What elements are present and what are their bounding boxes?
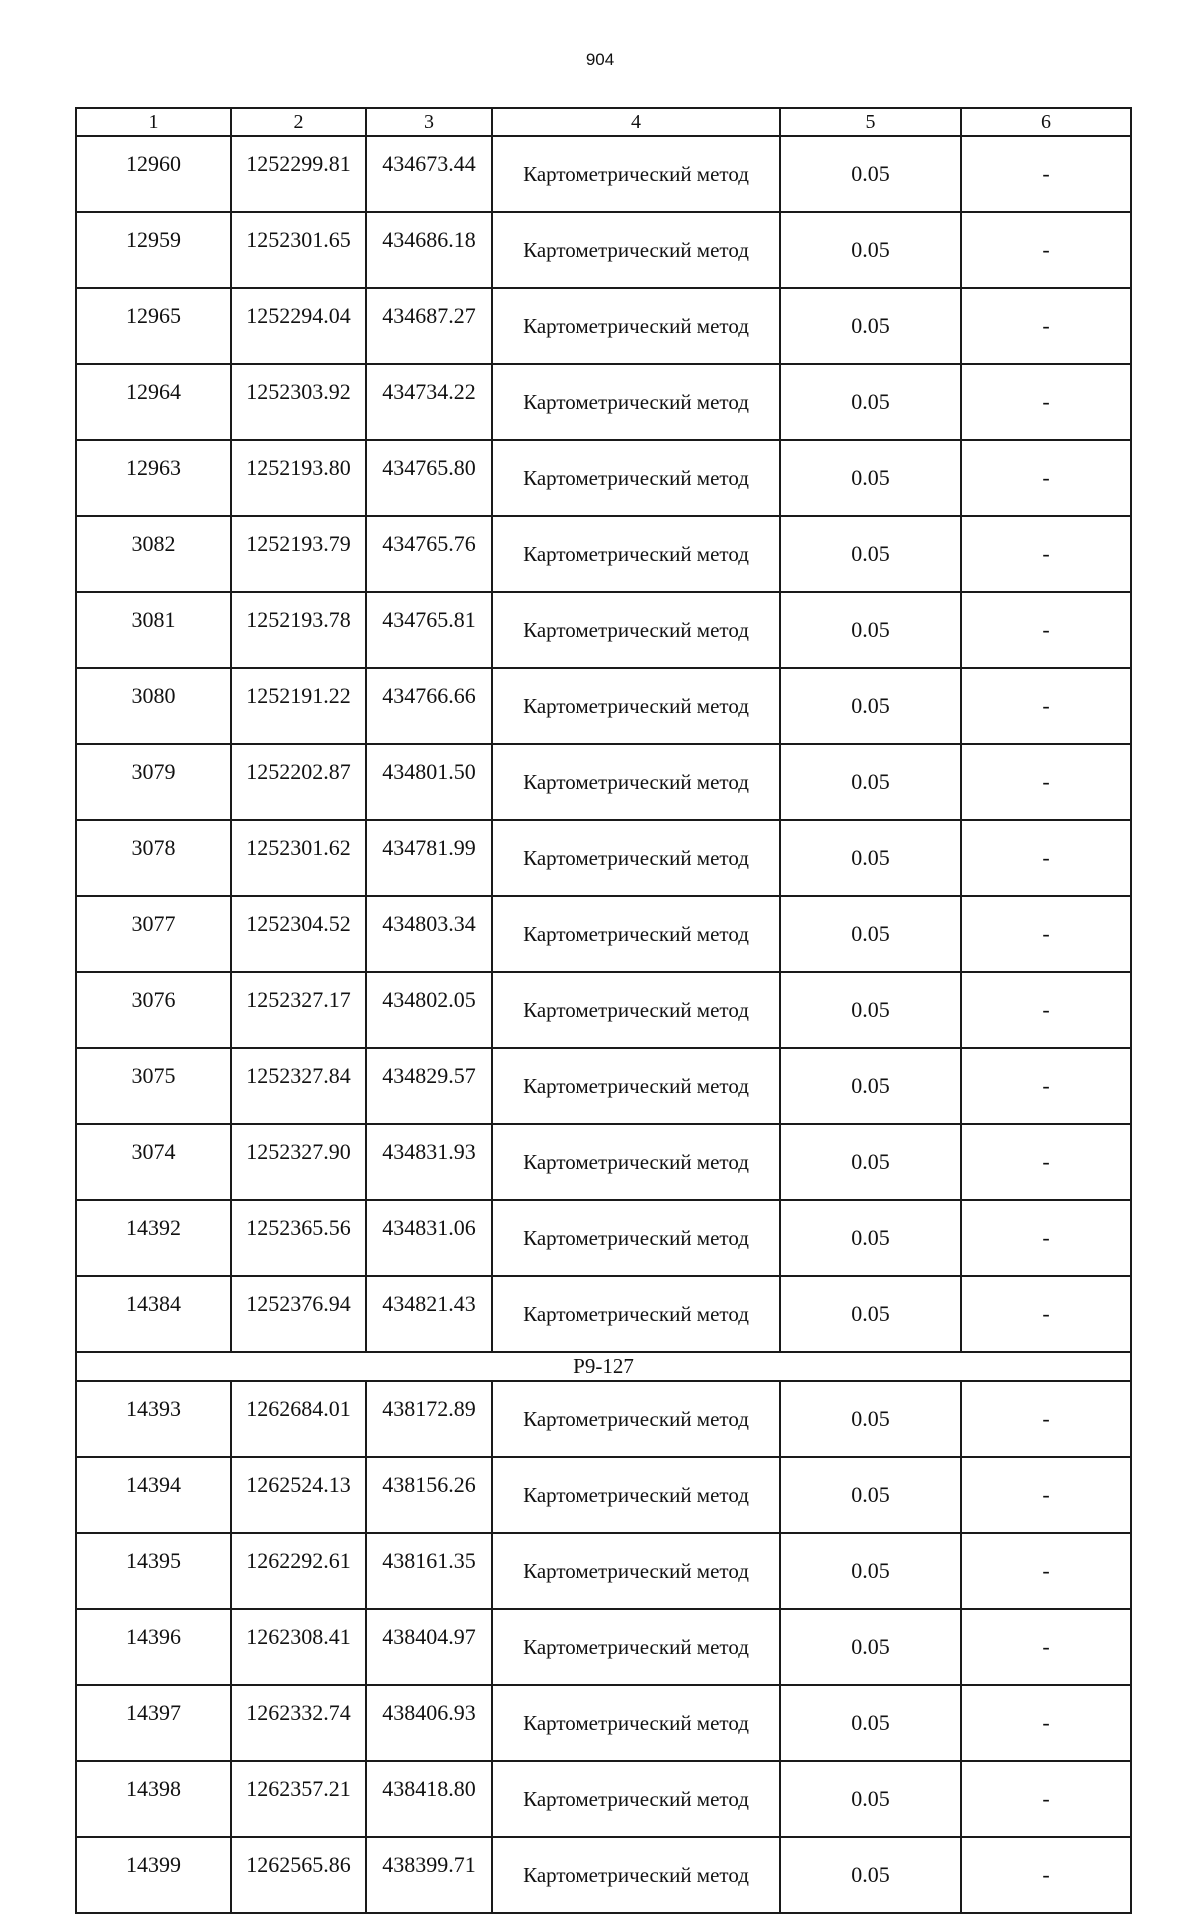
note-cell: - xyxy=(961,1381,1131,1457)
point-number-cell: 14397 xyxy=(76,1685,231,1761)
table-row xyxy=(76,1124,1131,1200)
accuracy-cell: 0.05 xyxy=(780,1381,961,1457)
coordinate-x-cell: 1262565.86 xyxy=(231,1837,366,1913)
note-cell: - xyxy=(961,1048,1131,1124)
accuracy-cell: 0.05 xyxy=(780,364,961,440)
note-cell: - xyxy=(961,1685,1131,1761)
accuracy-cell: 0.05 xyxy=(780,1837,961,1913)
coordinates-table xyxy=(75,107,1132,1914)
note-cell: - xyxy=(961,896,1131,972)
point-number-cell: 14399 xyxy=(76,1837,231,1913)
method-cell: Картометрический метод xyxy=(492,820,780,896)
method-cell: Картометрический метод xyxy=(492,1685,780,1761)
table-row xyxy=(76,1200,1131,1276)
note-cell: - xyxy=(961,744,1131,820)
point-number-cell: 12965 xyxy=(76,288,231,364)
coordinate-x-cell: 1252376.94 xyxy=(231,1276,366,1352)
table-row xyxy=(76,744,1131,820)
method-cell: Картометрический метод xyxy=(492,136,780,212)
method-cell: Картометрический метод xyxy=(492,1048,780,1124)
accuracy-cell: 0.05 xyxy=(780,1685,961,1761)
method-cell: Картометрический метод xyxy=(492,972,780,1048)
coordinate-y-cell: 438418.80 xyxy=(366,1761,492,1837)
column-header-3: 3 xyxy=(366,108,492,136)
note-cell: - xyxy=(961,212,1131,288)
coordinate-x-cell: 1262292.61 xyxy=(231,1533,366,1609)
method-cell: Картометрический метод xyxy=(492,212,780,288)
point-number-cell: 3081 xyxy=(76,592,231,668)
point-number-cell: 3074 xyxy=(76,1124,231,1200)
accuracy-cell: 0.05 xyxy=(780,440,961,516)
table-row xyxy=(76,136,1131,212)
coordinate-y-cell: 434829.57 xyxy=(366,1048,492,1124)
point-number-cell: 12959 xyxy=(76,212,231,288)
section-2-header xyxy=(76,1352,1131,1381)
point-number-cell: 14384 xyxy=(76,1276,231,1352)
accuracy-cell: 0.05 xyxy=(780,516,961,592)
note-cell: - xyxy=(961,820,1131,896)
section-title: Р9-127 xyxy=(76,1352,1131,1381)
table-row xyxy=(76,1761,1131,1837)
coordinate-x-cell: 1252193.79 xyxy=(231,516,366,592)
coordinate-x-cell: 1252294.04 xyxy=(231,288,366,364)
coordinate-y-cell: 434765.81 xyxy=(366,592,492,668)
point-number-cell: 12963 xyxy=(76,440,231,516)
accuracy-cell: 0.05 xyxy=(780,668,961,744)
table-row xyxy=(76,516,1131,592)
table-row xyxy=(76,1685,1131,1761)
coordinate-x-cell: 1252327.84 xyxy=(231,1048,366,1124)
accuracy-cell: 0.05 xyxy=(780,820,961,896)
accuracy-cell: 0.05 xyxy=(780,1200,961,1276)
column-header-2: 2 xyxy=(231,108,366,136)
coordinate-y-cell: 438406.93 xyxy=(366,1685,492,1761)
point-number-cell: 14393 xyxy=(76,1381,231,1457)
method-cell: Картометрический метод xyxy=(492,516,780,592)
coordinate-x-cell: 1252299.81 xyxy=(231,136,366,212)
section-title-row xyxy=(76,1352,1131,1381)
point-number-cell: 3080 xyxy=(76,668,231,744)
coordinate-y-cell: 434765.76 xyxy=(366,516,492,592)
coordinate-y-cell: 434766.66 xyxy=(366,668,492,744)
table-row xyxy=(76,1381,1131,1457)
note-cell: - xyxy=(961,1533,1131,1609)
table-row xyxy=(76,1533,1131,1609)
note-cell: - xyxy=(961,1124,1131,1200)
note-cell: - xyxy=(961,1276,1131,1352)
column-header-5: 5 xyxy=(780,108,961,136)
note-cell: - xyxy=(961,972,1131,1048)
coordinate-x-cell: 1252193.78 xyxy=(231,592,366,668)
method-cell: Картометрический метод xyxy=(492,1457,780,1533)
column-header-6: 6 xyxy=(961,108,1131,136)
coordinate-x-cell: 1262332.74 xyxy=(231,1685,366,1761)
table-row xyxy=(76,1048,1131,1124)
coordinate-y-cell: 438156.26 xyxy=(366,1457,492,1533)
table-row xyxy=(76,1837,1131,1913)
coordinate-y-cell: 438161.35 xyxy=(366,1533,492,1609)
note-cell: - xyxy=(961,1837,1131,1913)
coordinate-x-cell: 1252327.90 xyxy=(231,1124,366,1200)
coordinate-x-cell: 1252327.17 xyxy=(231,972,366,1048)
coordinate-y-cell: 434734.22 xyxy=(366,364,492,440)
table-row xyxy=(76,288,1131,364)
coordinate-y-cell: 434781.99 xyxy=(366,820,492,896)
method-cell: Картометрический метод xyxy=(492,1761,780,1837)
method-cell: Картометрический метод xyxy=(492,440,780,516)
table-row xyxy=(76,440,1131,516)
point-number-cell: 14396 xyxy=(76,1609,231,1685)
method-cell: Картометрический метод xyxy=(492,1200,780,1276)
table-row xyxy=(76,212,1131,288)
accuracy-cell: 0.05 xyxy=(780,1124,961,1200)
point-number-cell: 12960 xyxy=(76,136,231,212)
method-cell: Картометрический метод xyxy=(492,1837,780,1913)
coordinate-y-cell: 434821.43 xyxy=(366,1276,492,1352)
method-cell: Картометрический метод xyxy=(492,668,780,744)
point-number-cell: 3082 xyxy=(76,516,231,592)
accuracy-cell: 0.05 xyxy=(780,972,961,1048)
coordinate-x-cell: 1262308.41 xyxy=(231,1609,366,1685)
accuracy-cell: 0.05 xyxy=(780,1533,961,1609)
table-row xyxy=(76,668,1131,744)
point-number-cell: 14395 xyxy=(76,1533,231,1609)
coordinate-y-cell: 434686.18 xyxy=(366,212,492,288)
note-cell: - xyxy=(961,1609,1131,1685)
table-row xyxy=(76,1276,1131,1352)
point-number-cell: 14394 xyxy=(76,1457,231,1533)
method-cell: Картометрический метод xyxy=(492,744,780,820)
table-row xyxy=(76,364,1131,440)
coordinate-x-cell: 1252301.65 xyxy=(231,212,366,288)
coordinate-x-cell: 1252365.56 xyxy=(231,1200,366,1276)
point-number-cell: 3079 xyxy=(76,744,231,820)
method-cell: Картометрический метод xyxy=(492,1609,780,1685)
coordinate-y-cell: 434687.27 xyxy=(366,288,492,364)
coordinate-y-cell: 434831.06 xyxy=(366,1200,492,1276)
coordinate-y-cell: 438172.89 xyxy=(366,1381,492,1457)
note-cell: - xyxy=(961,288,1131,364)
note-cell: - xyxy=(961,136,1131,212)
coordinate-x-cell: 1262357.21 xyxy=(231,1761,366,1837)
table-row xyxy=(76,896,1131,972)
coordinate-x-cell: 1252304.52 xyxy=(231,896,366,972)
table-row xyxy=(76,972,1131,1048)
accuracy-cell: 0.05 xyxy=(780,212,961,288)
coordinate-y-cell: 434765.80 xyxy=(366,440,492,516)
section-1-body xyxy=(76,136,1131,1352)
coordinate-x-cell: 1262684.01 xyxy=(231,1381,366,1457)
header-row xyxy=(76,108,1131,136)
coordinate-y-cell: 434673.44 xyxy=(366,136,492,212)
column-header-4: 4 xyxy=(492,108,780,136)
table-row xyxy=(76,820,1131,896)
note-cell: - xyxy=(961,1200,1131,1276)
accuracy-cell: 0.05 xyxy=(780,1048,961,1124)
method-cell: Картометрический метод xyxy=(492,1381,780,1457)
note-cell: - xyxy=(961,592,1131,668)
note-cell: - xyxy=(961,364,1131,440)
note-cell: - xyxy=(961,516,1131,592)
method-cell: Картометрический метод xyxy=(492,1533,780,1609)
point-number-cell: 3078 xyxy=(76,820,231,896)
coordinate-x-cell: 1252191.22 xyxy=(231,668,366,744)
point-number-cell: 14398 xyxy=(76,1761,231,1837)
note-cell: - xyxy=(961,668,1131,744)
point-number-cell: 12964 xyxy=(76,364,231,440)
coordinate-x-cell: 1252303.92 xyxy=(231,364,366,440)
table-row xyxy=(76,592,1131,668)
method-cell: Картометрический метод xyxy=(492,592,780,668)
accuracy-cell: 0.05 xyxy=(780,592,961,668)
accuracy-cell: 0.05 xyxy=(780,136,961,212)
accuracy-cell: 0.05 xyxy=(780,1457,961,1533)
method-cell: Картометрический метод xyxy=(492,1124,780,1200)
note-cell: - xyxy=(961,1761,1131,1837)
accuracy-cell: 0.05 xyxy=(780,1761,961,1837)
coordinate-x-cell: 1252202.87 xyxy=(231,744,366,820)
coordinate-y-cell: 434801.50 xyxy=(366,744,492,820)
accuracy-cell: 0.05 xyxy=(780,288,961,364)
coordinate-y-cell: 438399.71 xyxy=(366,1837,492,1913)
accuracy-cell: 0.05 xyxy=(780,1276,961,1352)
table-row xyxy=(76,1457,1131,1533)
table-row xyxy=(76,1609,1131,1685)
method-cell: Картометрический метод xyxy=(492,1276,780,1352)
point-number-cell: 14392 xyxy=(76,1200,231,1276)
coordinate-y-cell: 438404.97 xyxy=(366,1609,492,1685)
coordinate-x-cell: 1262524.13 xyxy=(231,1457,366,1533)
section-2-body xyxy=(76,1381,1131,1913)
accuracy-cell: 0.05 xyxy=(780,896,961,972)
point-number-cell: 3075 xyxy=(76,1048,231,1124)
accuracy-cell: 0.05 xyxy=(780,744,961,820)
note-cell: - xyxy=(961,1457,1131,1533)
method-cell: Картометрический метод xyxy=(492,288,780,364)
coordinate-x-cell: 1252193.80 xyxy=(231,440,366,516)
coordinate-y-cell: 434831.93 xyxy=(366,1124,492,1200)
coordinate-y-cell: 434803.34 xyxy=(366,896,492,972)
accuracy-cell: 0.05 xyxy=(780,1609,961,1685)
column-header-1: 1 xyxy=(76,108,231,136)
point-number-cell: 3076 xyxy=(76,972,231,1048)
coordinate-x-cell: 1252301.62 xyxy=(231,820,366,896)
page-number: 904 xyxy=(585,50,615,69)
method-cell: Картометрический метод xyxy=(492,364,780,440)
note-cell: - xyxy=(961,440,1131,516)
coordinate-y-cell: 434802.05 xyxy=(366,972,492,1048)
method-cell: Картометрический метод xyxy=(492,896,780,972)
point-number-cell: 3077 xyxy=(76,896,231,972)
